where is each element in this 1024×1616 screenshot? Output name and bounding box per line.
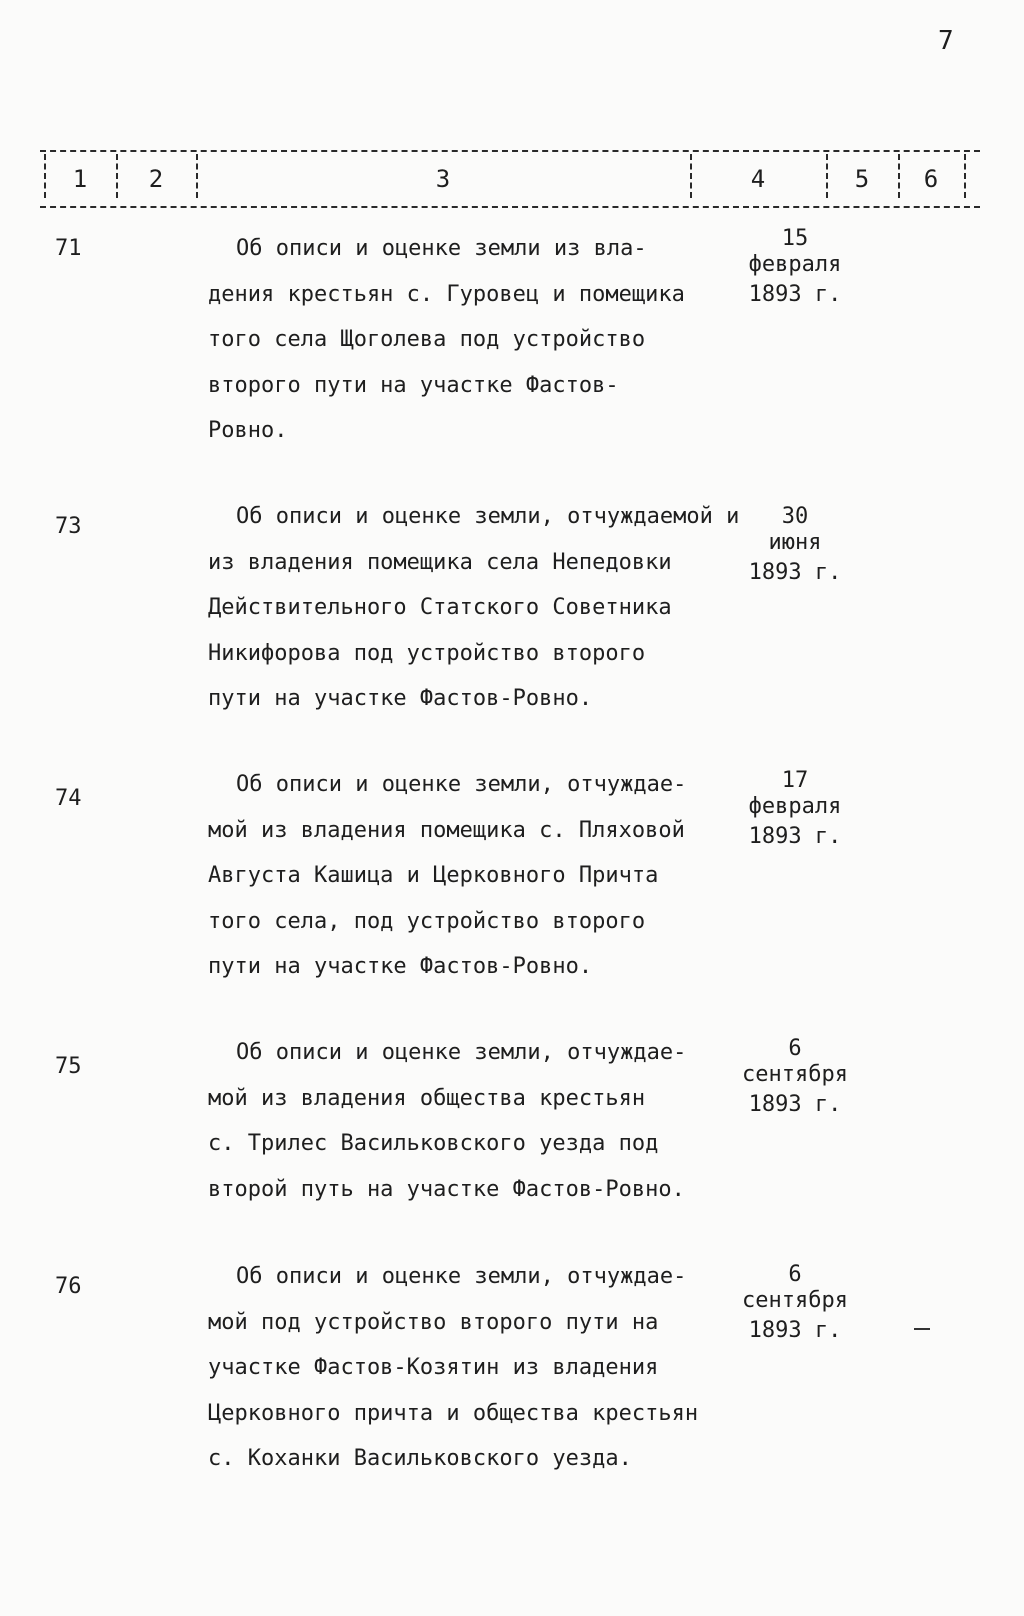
page-number: 7	[938, 26, 954, 56]
description-line: Ровно.	[208, 418, 288, 443]
column-header-5: 5	[854, 165, 870, 193]
entry-date	[720, 226, 870, 308]
date-month: сентября	[742, 1288, 848, 1313]
column-header-3: 3	[435, 165, 451, 193]
date-year: 1893 г.	[748, 824, 842, 849]
description-line: участке Фастов-Козятин из владения	[208, 1355, 659, 1380]
entry-description	[208, 762, 728, 990]
entry-description	[208, 226, 728, 454]
margin-mark	[914, 1328, 930, 1330]
date-year: 1893 г.	[748, 1092, 842, 1117]
description-line: Об описи и оценке земли, отчуждае-	[236, 1040, 687, 1065]
date-day: 30	[781, 504, 809, 529]
table-header	[40, 150, 980, 208]
description-line: второго пути на участке Фастов-	[208, 372, 619, 398]
description-line: с. Коханки Васильковского уезда.	[208, 1446, 632, 1471]
column-separator	[964, 154, 966, 198]
entry-number: 74	[55, 786, 82, 811]
column-header-6: 6	[923, 165, 939, 193]
description-line: Действительного Статского Советника	[208, 595, 672, 620]
date-year: 1893 г.	[748, 560, 842, 585]
entry-number: 73	[55, 514, 82, 539]
date-day: 6	[788, 1262, 802, 1287]
description-line: дения крестьян с. Гуровец и помещика	[208, 281, 685, 307]
description-line: мой под устройство второго пути на	[208, 1309, 659, 1335]
description-line: с. Трилес Васильковского уезда под	[208, 1131, 659, 1156]
date-day: 17	[781, 768, 809, 793]
description-line: Об описи и оценке земли из вла-	[236, 236, 647, 261]
date-day: 6	[788, 1036, 802, 1061]
column-header-1: 1	[72, 165, 88, 193]
description-line: пути на участке Фастов-Ровно.	[208, 954, 593, 979]
entry-number: 76	[55, 1274, 82, 1299]
description-line: того села Щоголева под устройство	[208, 327, 646, 352]
description-line: Об описи и оценке земли, отчуждае-	[236, 1264, 687, 1289]
entry-number: 71	[55, 236, 82, 261]
description-line: второй путь на участке Фастов-Ровно.	[208, 1176, 685, 1202]
entry-date	[720, 1262, 870, 1344]
entry-date	[720, 1036, 870, 1118]
description-line: Никифорова под устройство второго	[208, 640, 646, 666]
date-month: июня	[768, 530, 822, 555]
description-line: пути на участке Фастов-Ровно.	[208, 686, 593, 711]
entry-description	[208, 1254, 728, 1482]
date-month: февраля	[748, 794, 842, 819]
date-month: февраля	[748, 252, 842, 277]
entry-description	[208, 1030, 728, 1212]
description-line: Церковного причта и общества крестьян	[208, 1400, 699, 1426]
date-year: 1893 г.	[748, 282, 842, 307]
description-line: Об описи и оценке земли, отчуждаемой и	[236, 504, 740, 529]
entry-description	[208, 494, 740, 722]
description-line: Августа Кашица и Церковного Причта	[208, 863, 659, 888]
date-day: 15	[781, 226, 809, 251]
entry-date	[720, 504, 870, 586]
description-line: мой из владения помещика с. Пляховой	[208, 817, 685, 843]
description-line: мой из владения общества крестьян	[208, 1085, 646, 1111]
column-header-4: 4	[750, 165, 766, 193]
column-header-2: 2	[148, 165, 164, 193]
entry-date	[720, 768, 870, 850]
date-year: 1893 г.	[748, 1318, 842, 1343]
entry-number: 75	[55, 1054, 82, 1079]
description-line: Об описи и оценке земли, отчуждае-	[236, 772, 687, 797]
description-line: из владения помещика села Непедовки	[208, 549, 672, 575]
description-line: того села, под устройство второго	[208, 908, 646, 934]
date-month: сентября	[742, 1062, 848, 1087]
